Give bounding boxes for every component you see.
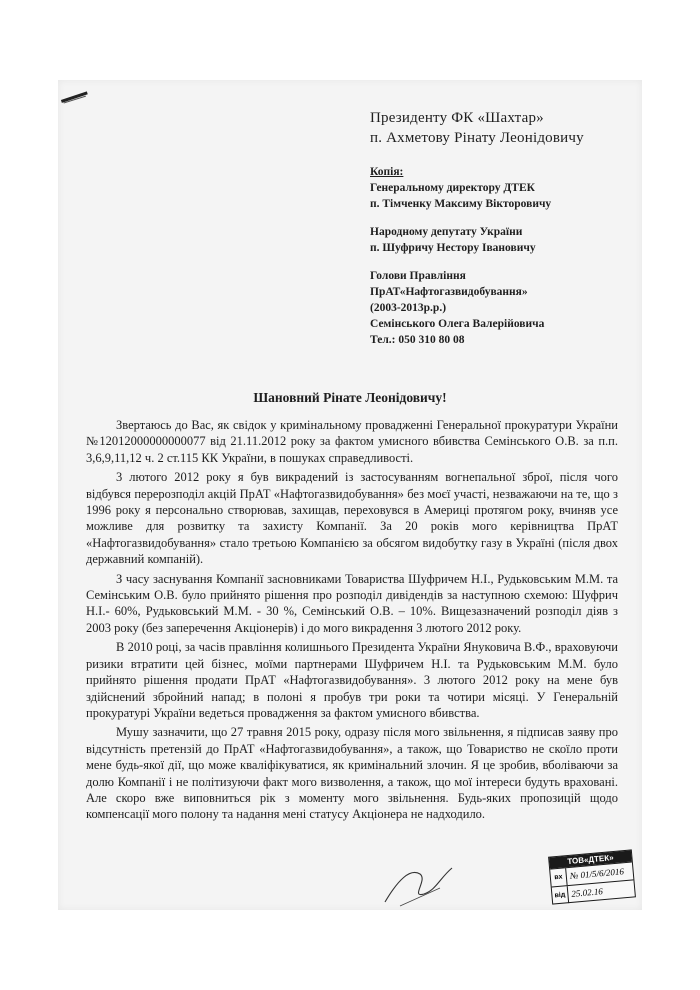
- stamp-number-value: № 01/5/6/2016: [569, 866, 625, 881]
- letter-header: [370, 108, 640, 360]
- body-paragraph-5: Мушу зазначити, що 27 травня 2015 року, одразу після мого звільнення, я підписав заяву про відсутність претензій до ПрАТ «Нафтогазвидобування», а також, що Товариство не скоїло проти мене будь-якої дії, що може кваліфікуватися, як кримінальний злочин. Я це зробив, вболіваючи за долю Компанії і не політизуючи факт мого визволення, а також, що мої інтереси будуть враховані. Але скоро вже виповниться рік з моменту мого звільнення. Будь-яких пропозицій щодо компенсації мого полону та надання мені статусу Акціонера не надходило.: [86, 725, 618, 822]
- copy-recipient-2: [370, 224, 640, 256]
- stamp-number-label: вх: [550, 868, 567, 886]
- addressee-block: [370, 108, 640, 148]
- addressee-line-1: Президенту ФК «Шахтар»: [370, 110, 544, 126]
- salutation: Шановний Рінате Леонідовичу!: [253, 390, 447, 405]
- scanned-letter-page: [58, 80, 642, 910]
- body-paragraph-3: З часу заснування Компанії засновниками Товариства Шуфричем Н.І., Рудьковським М.М. та Семінським О.В. було прийнято рішення про розподіл дивідендів за наступною схемою: Шуфрич Н.І.- 60%, Рудьковський М.М. - 30 %, Семінський О.В. – 10%. Вищезазначений розподіл діяв з 2003 року (без заперечення Акціонерів) і до мого викрадення 3 лютого 2012 року.: [86, 571, 618, 635]
- sender-block: [370, 268, 640, 348]
- copy-recipient-1: [370, 164, 640, 212]
- stamp-date-label: від: [552, 886, 569, 904]
- sender-line-3: (2003-2013р.р.): [370, 302, 447, 314]
- sender-phone: Тел.: 050 310 80 08: [370, 334, 465, 346]
- copy-recipient-1-line-1: Генеральному директору ДТЕК: [370, 182, 535, 194]
- sender-line-2: ПрАТ«Нафтогазвидобування»: [370, 286, 528, 298]
- registration-stamp: [548, 849, 636, 904]
- sender-line-4: Семінського Олега Валерійовича: [370, 318, 545, 330]
- letter-body: [86, 417, 618, 826]
- copy-recipient-1-line-2: п. Тімченку Максиму Вікторовичу: [370, 198, 552, 210]
- handwritten-signature: [380, 860, 460, 910]
- sender-line-1: Голови Правління: [370, 270, 466, 282]
- copy-label: Копія:: [370, 166, 404, 178]
- stamp-date-value: 25.02.16: [570, 886, 604, 899]
- body-paragraph-4: В 2010 році, за часів правління колишнього Президента України Януковича В.Ф., враховуючи ризики втратити цей бізнес, моїми партнерами Шуфричем Н.І. та Рудьковським М.М. було прийнято рішення продати ПрАТ «Нафтогазвидобування». 3 лютого 2012 року на мене був здійснений збройний напад; в полоні я пробув три роки та чотири місяці. У Генеральній прокуратурі України ведеться провадження за фактом умисного вбивства.: [86, 640, 618, 720]
- addressee-line-2: п. Ахметову Рінату Леонідовичу: [370, 130, 584, 146]
- body-paragraph-1: Звертаюсь до Вас, як свідок у кримінальному провадженні Генеральної прокуратури України №12012000000000077 від 21.11.2012 року за фактом умисного вбивства Семінського О.В. за п.п. 3,6,9,11,12 ч. 2 ст.115 КК України, в пошуках справедливості.: [86, 418, 618, 465]
- copy-recipient-2-line-2: п. Шуфричу Нестору Івановичу: [370, 242, 536, 254]
- copy-recipient-2-line-1: Народному депутату України: [370, 226, 523, 238]
- body-paragraph-2: 3 лютого 2012 року я був викрадений із застосуванням вогнепальної зброї, після чого відбувся перерозподіл акцій ПрАТ «Нафтогазвидобування» без моєї участі, незважаючи на те, що з 1996 року я персонально створював, захищав, переховувся в Америці протягом року, вчиняв усе можливе для розвитку та захисту Компанії. За 20 років мого керівництва ПрАТ «Нафтогазвидобування» стало третьою Компанією за обсягом видобутку газу в Україні (після двох державний компаній).: [86, 470, 618, 567]
- staple-mark: [59, 90, 90, 105]
- stamp-company: ТОВ«ДТЕК»: [549, 851, 632, 869]
